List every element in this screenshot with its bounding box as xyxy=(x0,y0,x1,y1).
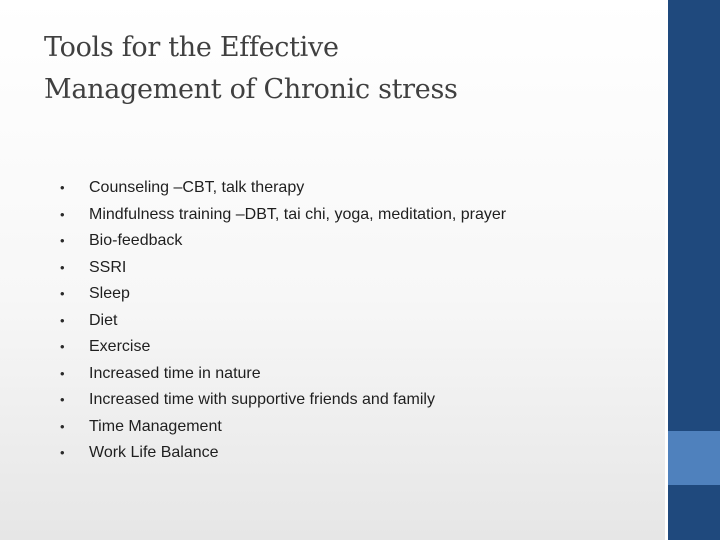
slide-title xyxy=(44,27,644,111)
list-item-text: Increased time in nature xyxy=(89,364,261,382)
list-item-text: Mindfulness training –DBT, tai chi, yoga, meditation, prayer xyxy=(89,205,507,223)
bullet-dot-icon: • xyxy=(60,365,65,381)
list-item-text: Diet xyxy=(89,311,118,329)
bullet-list xyxy=(60,175,650,467)
list-item xyxy=(60,334,650,361)
side-accent-bar-top xyxy=(668,0,720,431)
bullet-dot-icon: • xyxy=(60,233,65,248)
bullet-dot-icon: • xyxy=(60,180,65,195)
list-item xyxy=(60,387,650,414)
bullet-dot-icon: • xyxy=(60,286,65,301)
list-item-text: Sleep xyxy=(89,285,130,302)
list-item xyxy=(60,414,650,441)
list-item-text: Increased time with supportive friends and family xyxy=(89,391,435,408)
bullet-dot-icon: • xyxy=(60,445,65,460)
bullet-dot-icon: • xyxy=(60,206,65,222)
bullet-dot-icon: • xyxy=(60,392,65,407)
list-item-text: SSRI xyxy=(89,258,127,276)
list-item xyxy=(60,440,650,467)
list-item xyxy=(60,175,650,202)
side-accent-bar-bottom xyxy=(668,485,720,540)
slide-title-line-2: Management of Chronic stress xyxy=(44,74,458,105)
list-item xyxy=(60,202,650,229)
side-accent-bar-highlight xyxy=(668,431,720,485)
list-item xyxy=(60,361,650,388)
bullet-dot-icon: • xyxy=(60,259,65,275)
list-item xyxy=(60,308,650,335)
list-item xyxy=(60,228,650,255)
list-item-text: Counseling –CBT, talk therapy xyxy=(89,179,305,196)
list-item-text: Time Management xyxy=(89,417,222,435)
side-accent-bar xyxy=(668,0,720,540)
slide-title-line-1: Tools for the Effective xyxy=(44,32,339,63)
bullet-dot-icon: • xyxy=(60,339,65,354)
list-item xyxy=(60,255,650,282)
list-item-text: Work Life Balance xyxy=(89,444,219,461)
list-item xyxy=(60,281,650,308)
list-item-text: Bio-feedback xyxy=(89,232,183,249)
bullet-dot-icon: • xyxy=(60,418,65,434)
bullet-dot-icon: • xyxy=(60,312,65,328)
list-item-text: Exercise xyxy=(89,338,151,355)
